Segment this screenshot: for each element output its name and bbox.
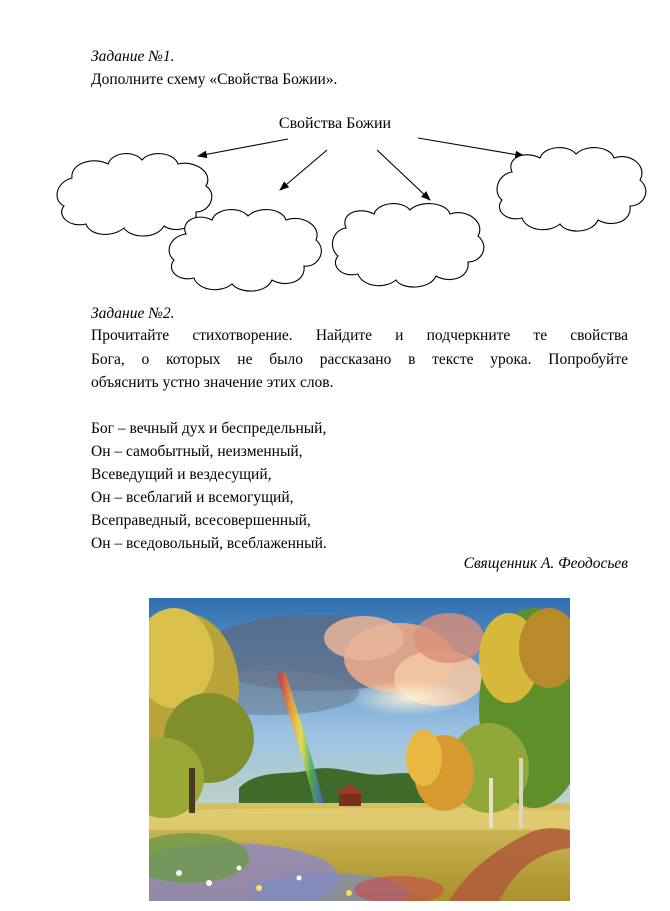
scheme-title: Свойства Божии xyxy=(278,115,392,132)
arrow-to-cloud-2 xyxy=(280,150,327,190)
arrow-to-cloud-1 xyxy=(198,139,288,156)
task1-instruction: Дополните схему «Свойства Божии». xyxy=(91,71,338,88)
answer-cloud-3 xyxy=(332,204,483,287)
landscape-rainbow-picture xyxy=(149,598,570,901)
poem-line-1: Бог – вечный дух и беспредельный, xyxy=(91,420,327,437)
poem-line-6: Он – вседовольный, всеблаженный. xyxy=(91,535,327,552)
poem-line-2: Он – самобытный, неизменный, xyxy=(91,443,303,460)
scheme-diagram xyxy=(0,0,670,310)
answer-cloud-4 xyxy=(497,148,646,231)
task2-title: Задание №2. xyxy=(91,305,175,322)
answer-cloud-2 xyxy=(169,210,321,291)
task1-title: Задание №1. xyxy=(91,48,175,65)
poem-line-4: Он – всеблагий и всемогущий, xyxy=(91,489,294,506)
poem-line-5: Всеправедный, всесовершенный, xyxy=(91,512,311,529)
task2-text-line-2: Бога, о которых не было рассказано в тексте урока. Попробуйте xyxy=(91,351,628,368)
task2-text-line-3: объяснить устно значение этих слов. xyxy=(91,374,334,391)
poem-author: Священник А. Феодосьев xyxy=(463,555,628,572)
arrow-to-cloud-4 xyxy=(418,138,524,156)
task2-text-line-1: Прочитайте стихотворение. Найдите и подчеркните те свойства xyxy=(91,327,628,344)
poem-line-3: Всеведущий и вездесущий, xyxy=(91,466,272,483)
arrow-to-cloud-3 xyxy=(377,150,430,200)
